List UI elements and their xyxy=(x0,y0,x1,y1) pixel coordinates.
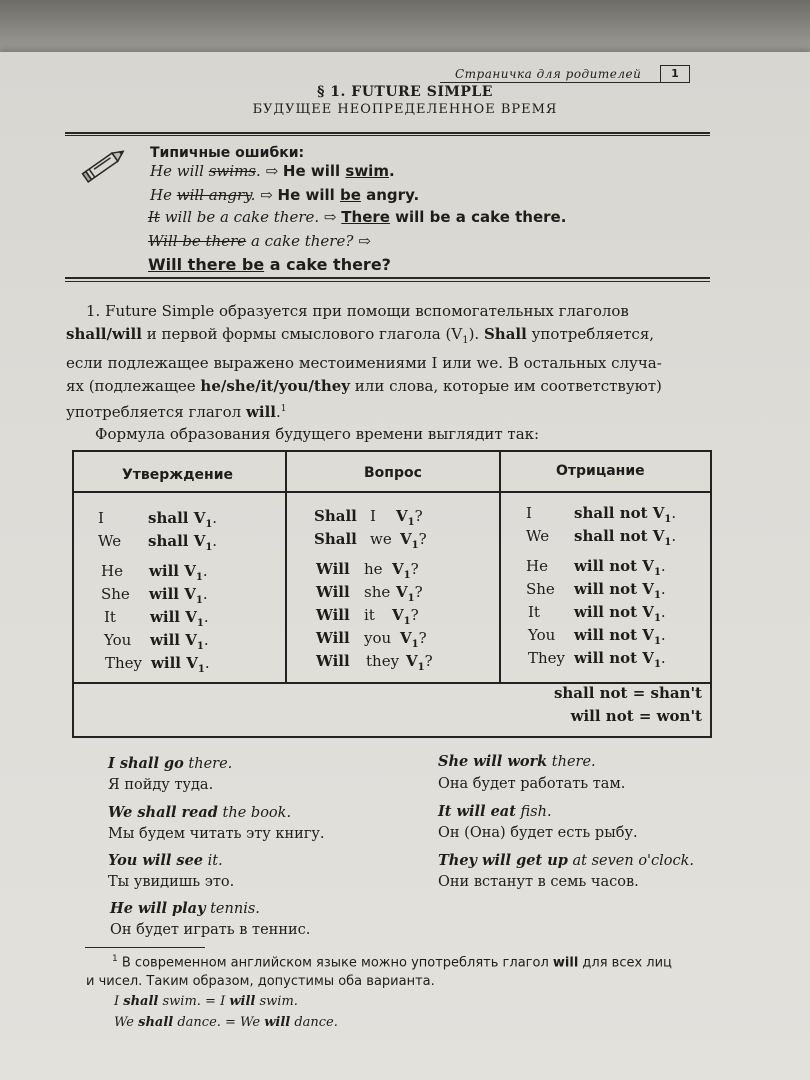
question-row: Shall I $V_1$? xyxy=(314,507,423,528)
wrong-text: will be a cake there. xyxy=(159,208,320,226)
arrow-icon: ⇨ xyxy=(265,162,279,180)
arrow-icon: ⇨ xyxy=(358,232,371,250)
question-row: Will he $V_1$? xyxy=(316,560,419,581)
example-ru: Он будет играть в теннис. xyxy=(110,922,311,938)
running-head: Страничка для родителей xyxy=(455,67,642,81)
formula-caption: Формула образования будущего времени выглядит так: xyxy=(95,425,540,443)
question-row: Will you $V_1$? xyxy=(316,629,427,650)
arrow-icon: ⇨ xyxy=(260,186,273,204)
example-ru: Мы будем читать эту книгу. xyxy=(108,826,325,842)
example-en: It will eat fish. xyxy=(438,803,552,820)
question-row: Will they $V_1$? xyxy=(316,652,433,673)
negative-row: She will not $V_1$. xyxy=(526,580,666,601)
pencil-icon xyxy=(78,146,130,186)
running-head-rule xyxy=(440,82,690,83)
negative-row: They will not $V_1$. xyxy=(528,649,666,670)
correct-text: angry. xyxy=(360,186,420,204)
aff-row: It will $V_1$. xyxy=(104,608,209,629)
correct-underlined: Will there be xyxy=(148,255,265,274)
book-page xyxy=(0,52,810,1080)
correct-underlined: be xyxy=(339,186,361,204)
footnote-line: $^1$ В современном английском языке можно употреблять глагол will для всех лиц xyxy=(112,954,672,971)
footnote-line: и чисел. Таким образом, допустимы оба варианта. xyxy=(86,974,435,989)
table-divider xyxy=(499,452,501,684)
error-row-3 xyxy=(148,208,566,226)
footnote-example: We shall dance. = We will dance. xyxy=(114,1015,338,1030)
section-subtitle: БУДУЩЕЕ НЕОПРЕДЕЛЕННОЕ ВРЕМЯ xyxy=(252,102,558,117)
page-number: 1 xyxy=(660,65,690,83)
correct-text: . xyxy=(388,162,395,180)
error-row-1 xyxy=(150,162,395,180)
negative-row: We shall not $V_1$. xyxy=(526,527,677,548)
correct-text: a cake there? xyxy=(264,255,391,274)
aff-row: He will $V_1$. xyxy=(101,562,208,583)
negative-row: You will not $V_1$. xyxy=(528,626,666,647)
section-title: § 1. FUTURE SIMPLE xyxy=(317,84,493,100)
errors-top-rule-2 xyxy=(65,135,710,136)
header-affirmative: Утверждение xyxy=(122,467,233,483)
negative-row: I shall not $V_1$. xyxy=(526,504,677,525)
negative-row: It will not $V_1$. xyxy=(528,603,666,624)
example-en: They will get up at seven o'clock. xyxy=(438,852,695,869)
wrong-text: He xyxy=(150,186,177,204)
example-ru: Она будет работать там. xyxy=(438,776,626,792)
rule-paragraph xyxy=(66,300,716,424)
wrong-struck: swims xyxy=(208,162,256,180)
aff-row: We shall $V_1$. xyxy=(98,532,218,553)
paragraph-line: ях (подлежащее he/she/it/you/they или слова, которые им соответствуют) xyxy=(66,377,662,395)
wrong-struck: It xyxy=(148,208,160,226)
wrong-text: He will xyxy=(150,162,209,180)
footnote-rule xyxy=(85,947,205,948)
example-en: I shall go there. xyxy=(108,755,233,772)
aff-row: They will $V_1$. xyxy=(105,654,210,675)
example-ru: Ты увидишь это. xyxy=(108,874,235,890)
errors-top-rule xyxy=(65,132,710,134)
aff-row: She will $V_1$. xyxy=(101,585,208,606)
paragraph-line: 1. Future Simple образуется при помощи вспомогательных глаголов xyxy=(86,302,629,320)
header-negative: Отрицание xyxy=(556,463,645,479)
table-header-rule xyxy=(74,491,710,493)
paragraph-line: если подлежащее выражено местоимениями I или we. В остальных случа- xyxy=(66,354,662,372)
aff-row: I shall $V_1$. xyxy=(98,509,218,530)
correct-text: will be a cake there. xyxy=(389,208,567,226)
example-en: She will work there. xyxy=(438,753,596,770)
question-row: Will she $V_1$? xyxy=(316,583,423,604)
wrong-struck: Will be there xyxy=(148,232,247,250)
negative-row: He will not $V_1$. xyxy=(526,557,666,578)
contraction-will: will not = won't xyxy=(570,707,702,725)
arrow-icon: ⇨ xyxy=(323,208,337,226)
question-row: Will it $V_1$? xyxy=(316,606,419,627)
error-row-2 xyxy=(150,186,419,204)
wrong-struck: will angry xyxy=(176,186,251,204)
wrong-text: . xyxy=(256,162,261,180)
footnote-example: I shall swim. = I will swim. xyxy=(114,994,298,1009)
wrong-text: . xyxy=(250,186,256,204)
paragraph-line: употребляется глагол will.$^1$ xyxy=(66,403,287,421)
correct-text: He will xyxy=(282,162,346,180)
error-row-4-wrong xyxy=(148,232,371,250)
table-divider xyxy=(285,452,287,684)
errors-bottom-rule-2 xyxy=(65,281,710,282)
wrong-text: a cake there? xyxy=(246,232,354,250)
correct-underlined: swim xyxy=(345,162,389,180)
example-en: You will see it. xyxy=(108,852,223,869)
example-ru: Он (Она) будет есть рыбу. xyxy=(438,825,638,841)
example-ru: Я пойду туда. xyxy=(108,777,214,793)
header-question: Вопрос xyxy=(364,465,422,481)
aff-row: You will $V_1$. xyxy=(104,631,209,652)
example-en: We shall read the book. xyxy=(108,804,292,821)
paragraph-line: shall/will и первой формы смыслового глагола $(V_1)$. Shall употребляется, xyxy=(66,325,655,346)
errors-bottom-rule xyxy=(65,277,710,279)
example-ru: Они встанут в семь часов. xyxy=(438,874,639,890)
error-row-4-correct xyxy=(148,255,391,274)
question-row: Shall we $V_1$? xyxy=(314,530,427,551)
errors-title: Типичные ошибки: xyxy=(150,145,305,161)
correct-underlined: There xyxy=(341,208,390,226)
contraction-shall: shall not = shan't xyxy=(553,684,702,702)
correct-text: He will xyxy=(277,186,340,204)
example-en: He will play tennis. xyxy=(110,900,260,917)
conjugation-table xyxy=(72,450,712,738)
